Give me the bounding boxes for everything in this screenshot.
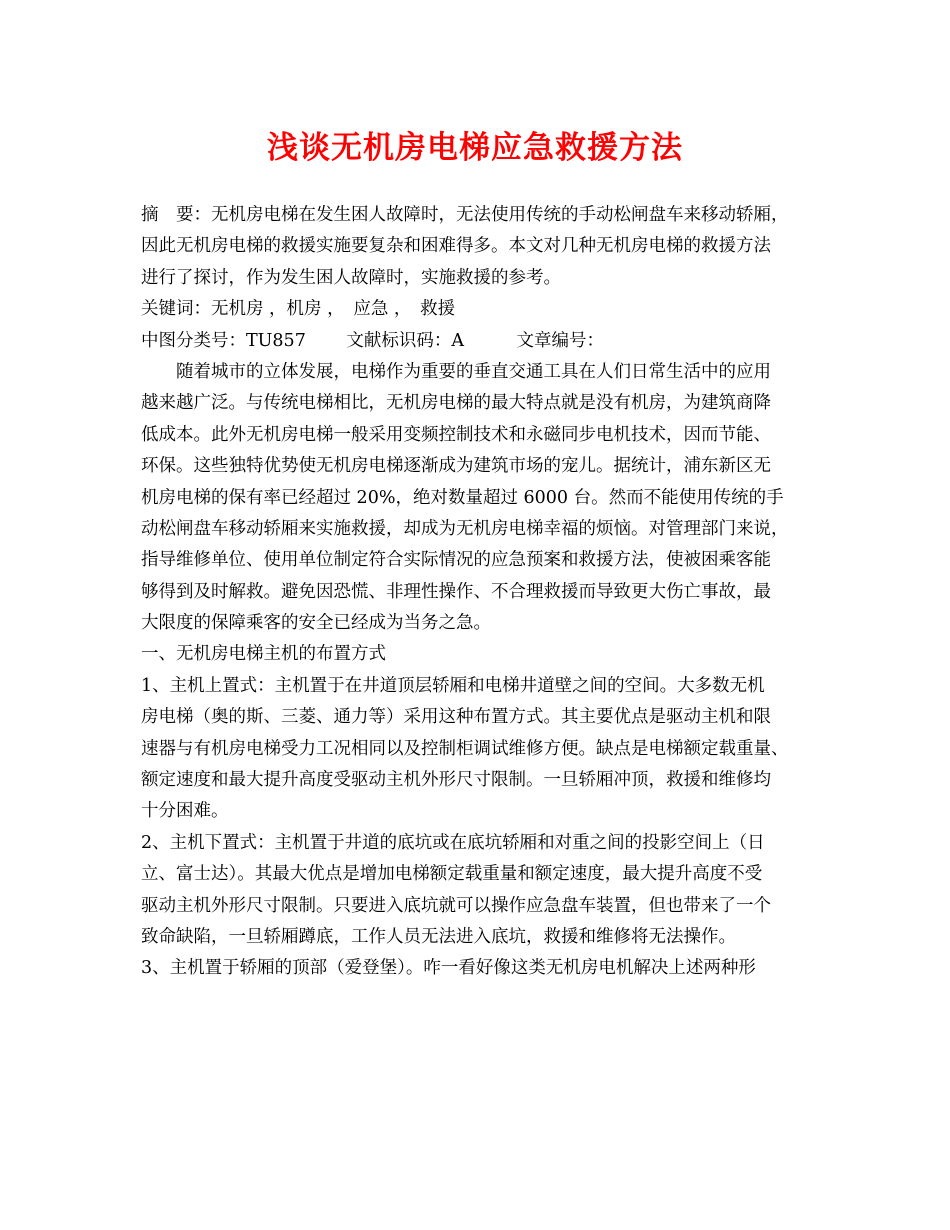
paragraph-line: 指导维修单位、使用单位制定符合实际情况的应急预案和救援方法，使被困乘客能 — [141, 550, 771, 571]
paragraph-line: 额定速度和最大提升高度受驱动主机外形尺寸限制。一旦轿厢冲顶，救援和维修均 — [141, 770, 771, 791]
paragraph-line: 立、富士达）。其最大优点是增加电梯额定载重量和额定速度，最大提升高度不受 — [141, 864, 763, 885]
paragraph-line: 速器与有机房电梯受力工况相同以及控制柜调试维修方便。缺点是电梯额定载重量、 — [141, 738, 789, 759]
paragraph-line: 致命缺陷，一旦轿厢蹲底，工作人员无法进入底坑，救援和维修将无法操作。 — [141, 926, 736, 947]
paragraph-line: 随着城市的立体发展，电梯作为重要的垂直交通工具在人们日常生活中的应用 — [141, 361, 771, 382]
paragraph-line: 机房电梯的保有率已经超过 20%，绝对数量超过 6000 台。然而不能使用传统的手 — [141, 487, 784, 508]
paragraph-line: 够得到及时解救。避免因恐慌、非理性操作、不合理救援而导致更大伤亡事故，最 — [141, 581, 771, 602]
document-body — [141, 200, 825, 985]
paragraph-line: 驱动主机外形尺寸限制。只要进入底坑就可以操作应急盘车装置，但也带来了一个 — [141, 895, 771, 916]
paragraph-line: 动松闸盘车移动轿厢来实施救援，却成为无机房电梯幸福的烦恼。对管理部门来说， — [141, 518, 789, 539]
section-heading: 一、无机房电梯主机的布置方式 — [141, 644, 386, 665]
paragraph-line: 大限度的保障乘客的安全已经成为当务之急。 — [141, 613, 491, 634]
abstract-line-3: 进行了探讨，作为发生困人故障时，实施救援的参考。 — [141, 267, 561, 288]
abstract-line-2: 因此无机房电梯的救援实施要复杂和困难得多。本文对几种无机房电梯的救援方法 — [141, 236, 771, 257]
keywords-line: 关键词：无机房 ，机房 ， 应急 ， 救援 — [141, 299, 456, 320]
paragraph-line: 2、主机下置式：主机置于井道的底坑或在底坑轿厢和对重之间的投影空间上（日 — [141, 832, 765, 853]
paragraph-line: 房电梯（奥的斯、三菱、通力等）采用这种布置方式。其主要优点是驱动主机和限 — [141, 707, 771, 728]
paragraph-line: 1、主机上置式：主机置于在井道顶层轿厢和电梯井道壁之间的空间。大多数无机 — [141, 675, 765, 696]
paragraph-line: 3、主机置于轿厢的顶部（爱登堡）。咋一看好像这类无机房电机解决上述两种形 — [141, 958, 756, 979]
paragraph-line: 越来越广泛。与传统电梯相比，无机房电梯的最大特点就是没有机房，为建筑商降 — [141, 393, 771, 414]
document-title: 浅谈无机房电梯应急救援方法 — [267, 130, 683, 166]
classification-line: 中图分类号：TU857 文献标识码：A 文章编号： — [141, 330, 605, 351]
abstract-line-1: 摘 要：无机房电梯在发生困人故障时，无法使用传统的手动松闸盘车来移动轿厢， — [141, 205, 789, 225]
paragraph-line: 环保。这些独特优势使无机房电梯逐渐成为建筑市场的宠儿。据统计，浦东新区无 — [141, 456, 771, 477]
paragraph-line: 低成本。此外无机房电梯一般采用变频控制技术和永磁同步电机技术，因而节能、 — [141, 424, 771, 445]
paragraph-line: 十分困难。 — [141, 801, 229, 822]
